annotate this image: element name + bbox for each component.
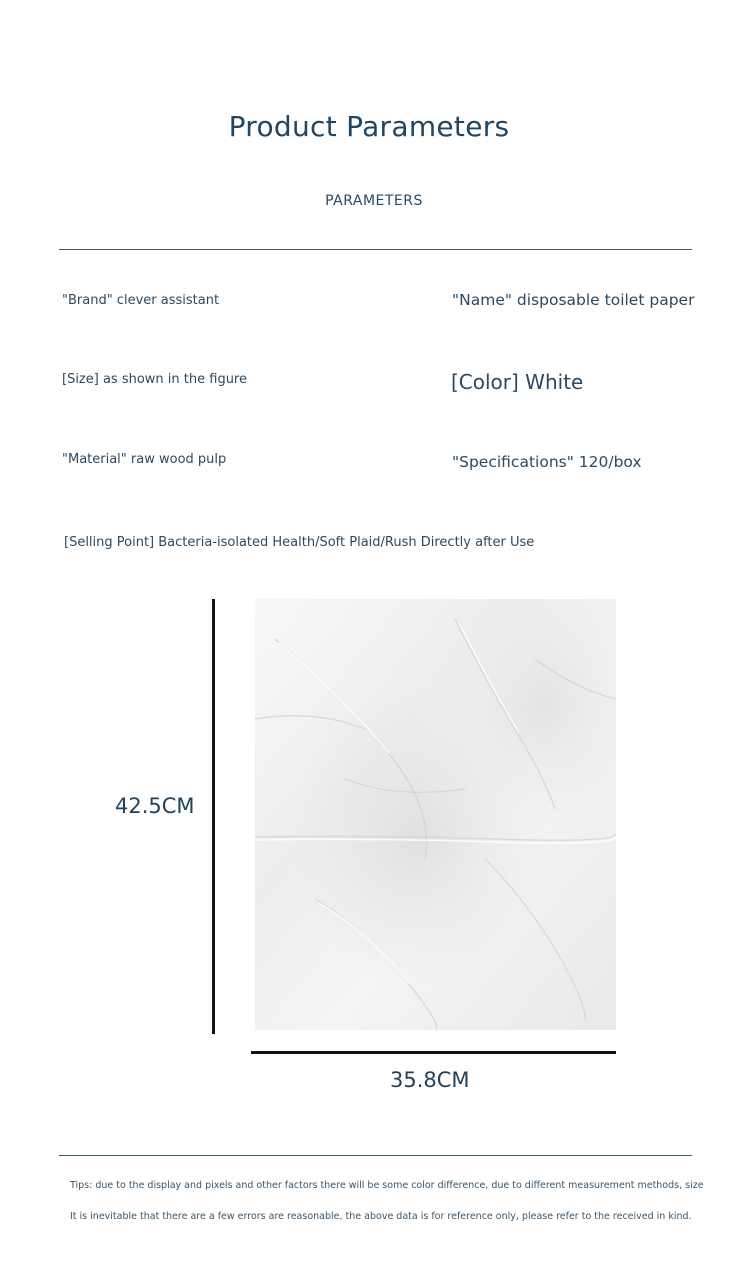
section-subtitle: PARAMETERS	[325, 193, 423, 209]
page-title: Product Parameters	[228, 110, 510, 143]
width-dimension-line	[251, 1051, 616, 1054]
height-dimension-label: 42.5CM	[115, 794, 195, 818]
param-selling-point: [Selling Point] Bacteria-isolated Health/Soft Plaid/Rush Directly after Use	[64, 535, 535, 550]
top-divider	[59, 249, 692, 250]
param-brand: "Brand" clever assistant	[62, 293, 220, 308]
width-dimension-label: 35.8CM	[390, 1068, 470, 1092]
tips-line-2: It is inevitable that there are a few errors are reasonable, the above data is for reference only, please refer to the received in kind.	[70, 1211, 692, 1222]
param-size: [Size] as shown in the figure	[62, 372, 247, 387]
bottom-divider	[59, 1155, 692, 1156]
param-specifications: "Specifications" 120/box	[452, 453, 642, 471]
param-color: [Color] White	[451, 370, 584, 394]
param-name: "Name" disposable toilet paper	[452, 291, 695, 309]
height-dimension-line	[212, 599, 215, 1034]
tips-line-1: Tips: due to the display and pixels and other factors there will be some color difference, due to different measurement methods, size	[70, 1180, 704, 1191]
toilet-paper-image	[255, 599, 616, 1030]
param-material: "Material" raw wood pulp	[62, 452, 227, 467]
